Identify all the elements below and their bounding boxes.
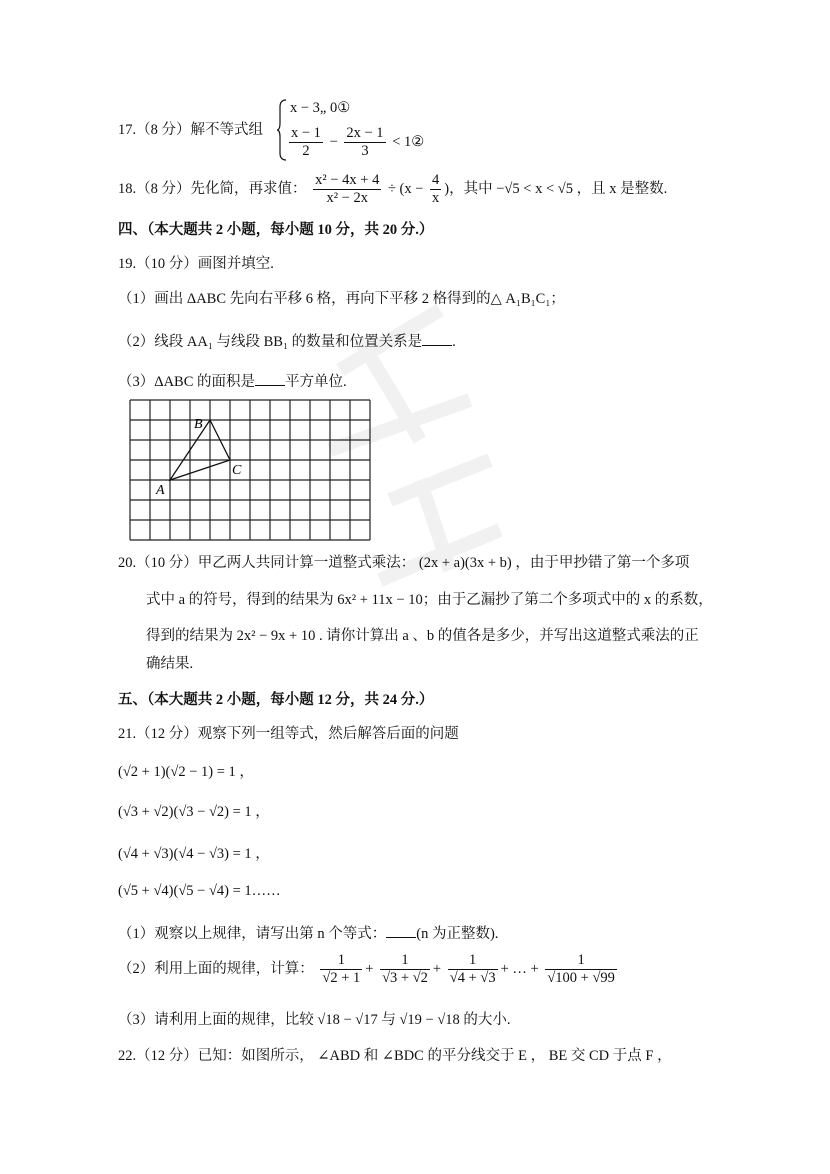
q19-title: 19.（10 分）画图并填空.	[118, 256, 274, 272]
q21-eq1: (√2 + 1)(√2 − 1) = 1 ，	[118, 764, 254, 780]
q17-label: 17.（8 分）解不等式组	[118, 122, 263, 138]
q21-eq3: (√4 + √3)(√4 − √3) = 1 ，	[118, 846, 270, 862]
vertex-label: B	[194, 417, 203, 432]
q20-line2: 式中 a 的符号，得到的结果为 6x² + 11x − 10；由于乙漏抄了第二个多项式中的 x 的系数，	[146, 592, 713, 608]
q22-line1: 22.（12 分）已知：如图所示， ∠ABD 和 ∠BDC 的平分线交于 E ， BE 交 CD 于点 F ，	[118, 1048, 672, 1064]
section-5-heading: 五、（本大题共 2 小题，每小题 12 分，共 24 分.）	[118, 692, 434, 708]
vertex-label: A	[156, 483, 165, 498]
q21-part2: （2）利用上面的规律，计算： $\frac{1}{√2 + 1}$ + $\frac{1}{√3 + √2}$ + $\frac{1}{√4 + √3}$ + … + $\frac{1}{√100 + √99}$	[118, 952, 615, 986]
q20-line1: 20.（10 分）甲乙两人共同计算一道整式乘法： (2x + a)(3x + b) ，由于甲抄错了第一个多项	[118, 555, 690, 571]
q21-eq2: (√3 + √2)(√3 − √2) = 1 ，	[118, 804, 270, 820]
q20-line4: 确结果.	[146, 656, 194, 672]
q21-part3: （3）请利用上面的规律，比较 √18 − √17 与 √19 − √18 的大小.	[118, 1012, 511, 1028]
q17-eq1: x − 3„ 0①	[290, 100, 351, 116]
q21-title: 21.（12 分）观察下列一组等式，然后解答后面的问题	[118, 726, 459, 742]
q20-line3: 得到的结果为 2x² − 9x + 10 . 请你计算出 a 、b 的值各是多少，并写出这道整式乘法的正	[146, 628, 699, 644]
q17-eq2: $\frac{x - 1}{2}$ − $\frac{2x - 1}{3}$ < 1②	[291, 125, 425, 159]
grid-figure	[128, 398, 378, 548]
q18: 18.（8 分）先化简，再求值： $\frac{\text{x² − 4x + 4}}{\text{x² − 2x}}$ ÷ (x − $\frac{4}{x}$ )，其中 −√5 < x < √5 ，且 x 是整数.	[118, 172, 668, 206]
q19-part1: （1）画出 ΔABC 先向右平移 6 格，再向下平移 2 格得到的△ A₁B₁C₁；	[118, 291, 565, 307]
q21-eq4: (√5 + √4)(√5 − √4) = 1……	[118, 883, 281, 899]
q19-part2: （2）线段 AA₁ 与线段 BB₁ 的数量和位置关系是 .	[118, 334, 456, 350]
vertex-label: C	[232, 463, 242, 478]
q19-part3: （3）ΔABC 的面积是 平方单位.	[118, 374, 347, 390]
section-4-heading: 四、（本大题共 2 小题，每小题 10 分，共 20 分.）	[118, 222, 434, 238]
q21-part1: （1）观察以上规律，请写出第 n 个等式： (n 为正整数).	[118, 926, 499, 942]
